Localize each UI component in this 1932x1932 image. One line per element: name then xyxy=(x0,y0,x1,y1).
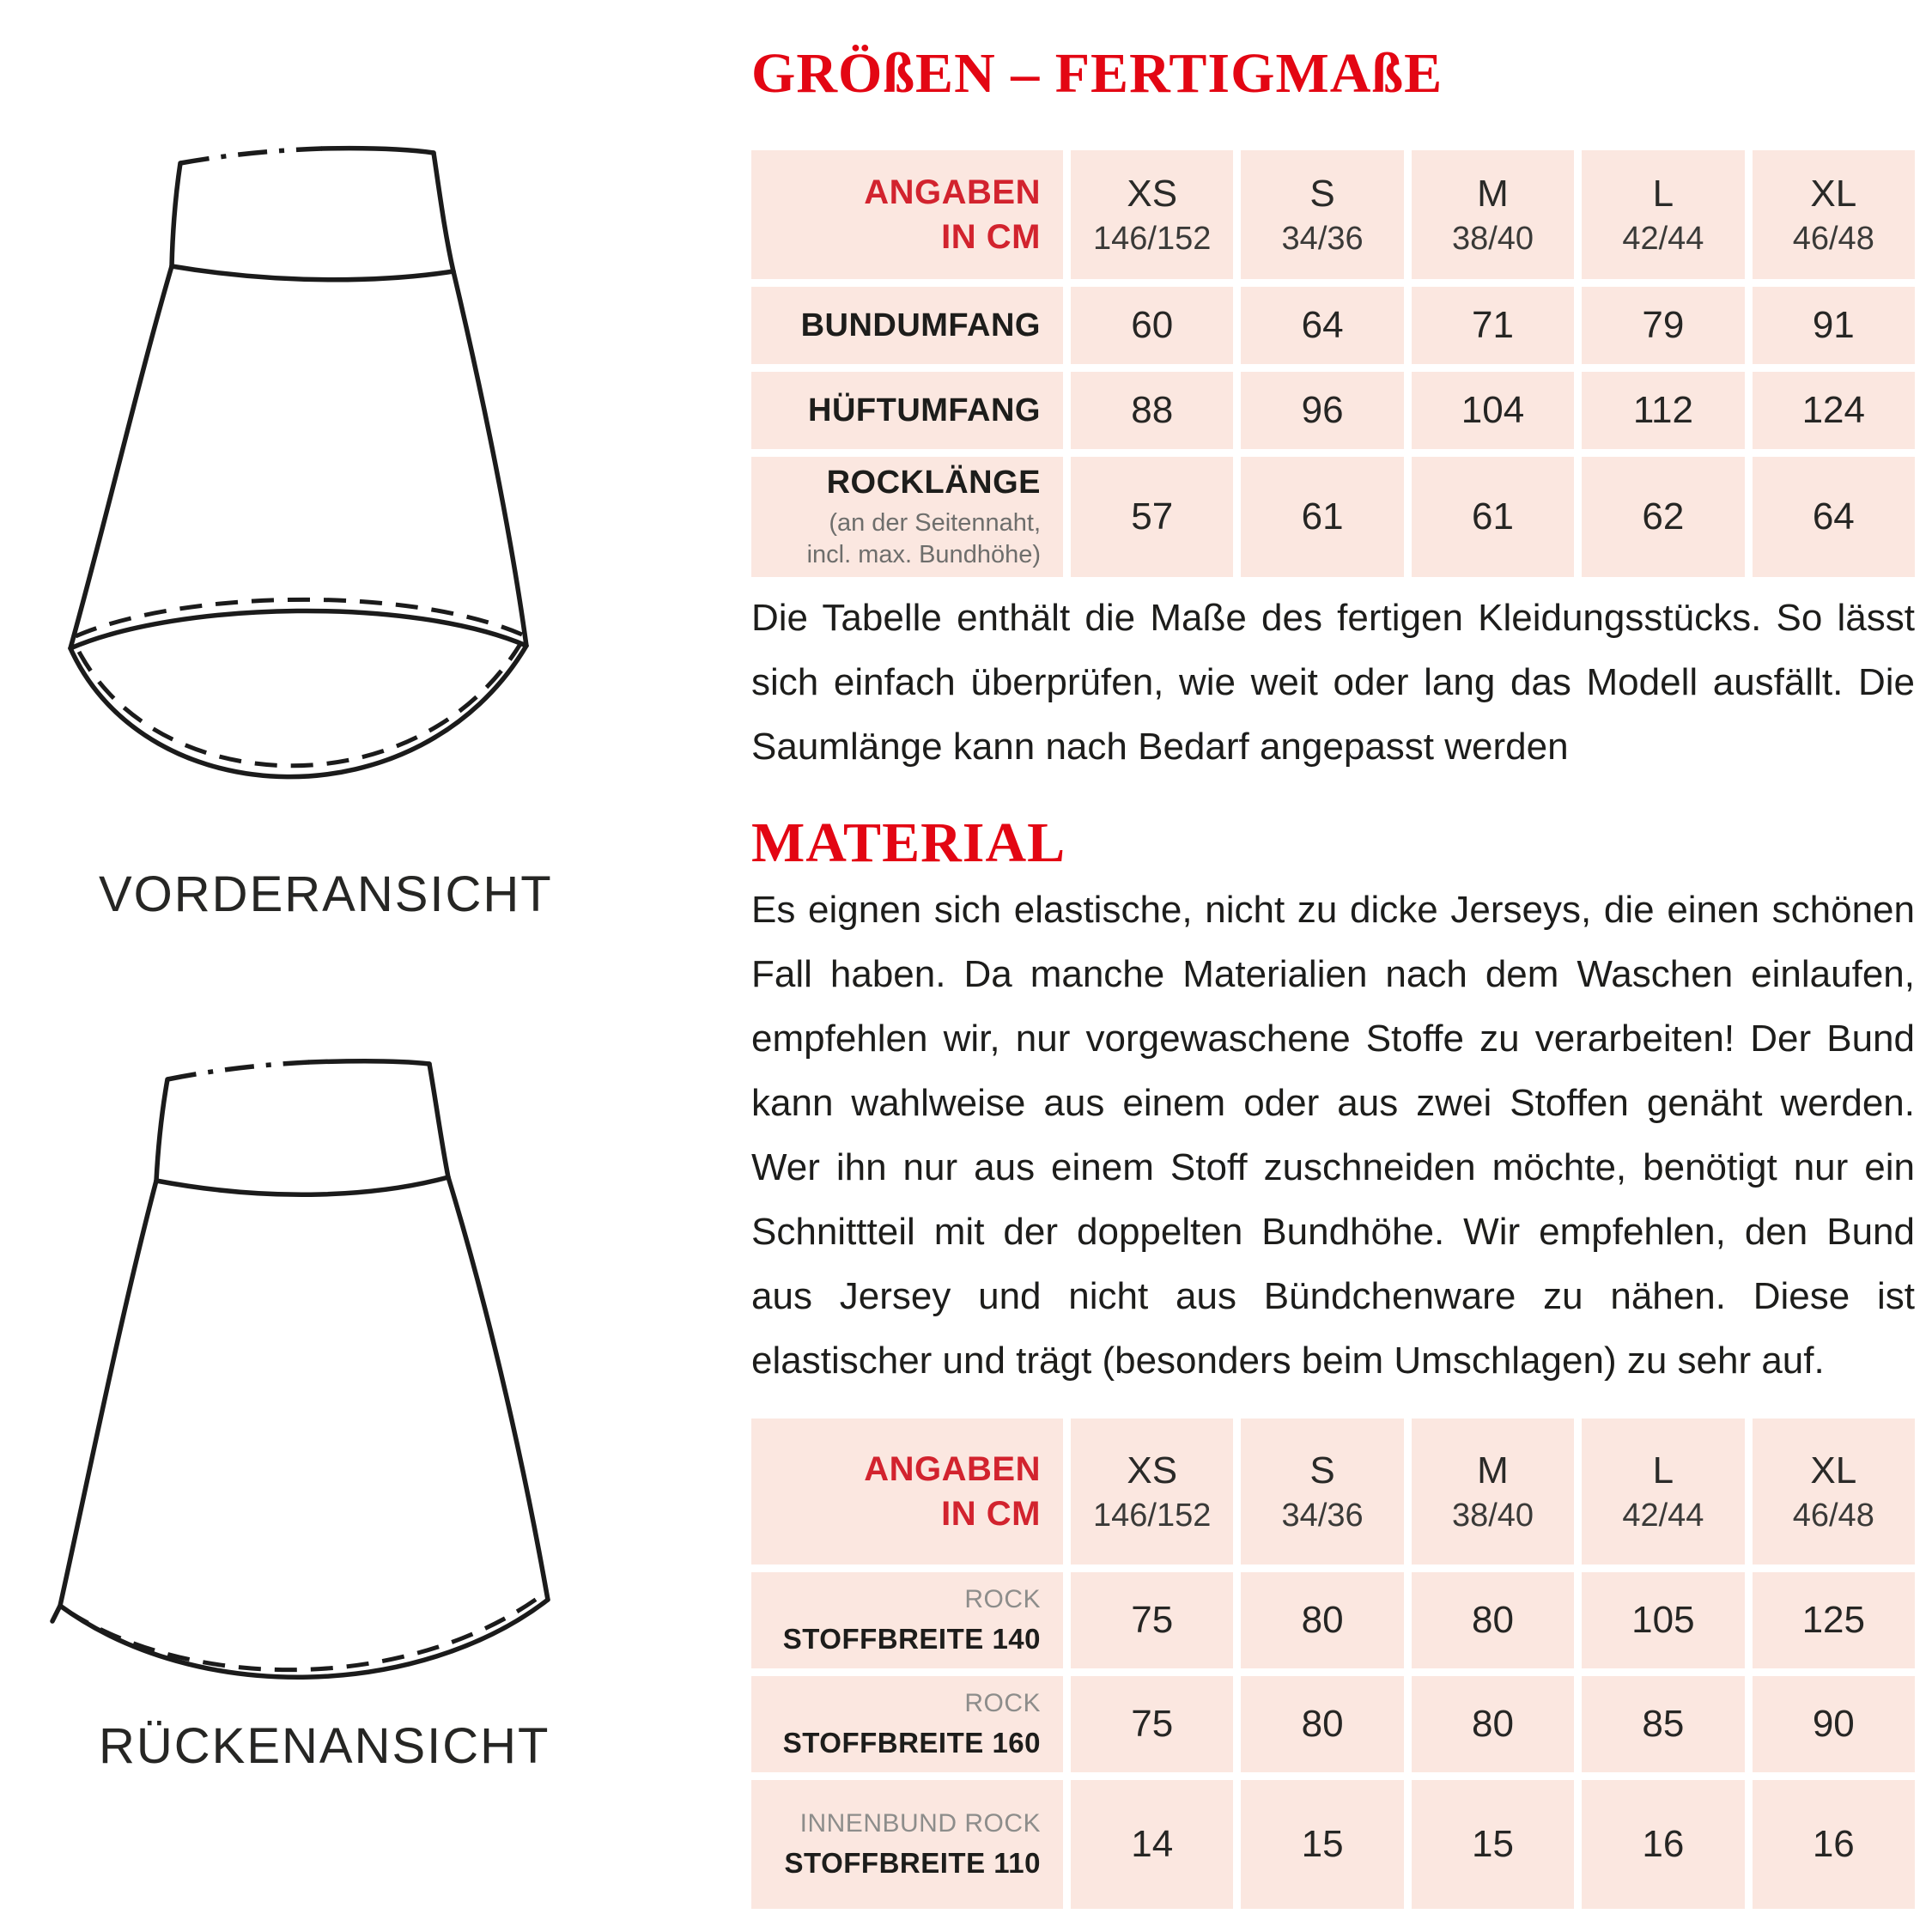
header-label-line1: ANGABEN xyxy=(864,173,1041,211)
table-cell xyxy=(1582,1676,1744,1772)
row-label-text: BUNDUMFANG xyxy=(800,307,1041,343)
cell-value: 80 xyxy=(1301,1703,1344,1745)
row-label-top: ROCK xyxy=(964,1689,1041,1717)
cell-value: 104 xyxy=(1461,389,1525,431)
row-label-text: HÜFTUMFANG xyxy=(808,392,1041,428)
sizes-table-col-s xyxy=(1241,150,1403,279)
table-cell xyxy=(1241,457,1403,577)
sizes-table xyxy=(751,150,1915,577)
row-label-bottom: STOFFBREITE 140 xyxy=(782,1623,1041,1655)
cell-value: 80 xyxy=(1472,1599,1514,1641)
cell-value: 105 xyxy=(1631,1599,1695,1641)
material-paragraph: Es eignen sich elastische, nicht zu dicke Jerseys, die einen schönen Fall haben. Da manche Materialien nach dem Waschen einlaufen, empfehlen wir, nur vorgewaschene Stoffe zu verarbeiten! Der Bund kann wahlweise aus einem oder aus zwei Stoffen genäht werden. Wer ihn nur aus einem Stoff zuschneiden möchte, benötigt nur ein Schnittteil mit der doppelten Bundhöhe. Wir empfehlen, den Bund aus Jersey und nicht aus Bündchenware zu nähen. Diese ist elastischer und trägt (besonders beim Umschlagen) zu sehr auf. xyxy=(751,889,1915,1382)
col-size: M xyxy=(1477,173,1509,215)
table-cell xyxy=(1582,457,1744,577)
cell-value: 80 xyxy=(1301,1599,1344,1641)
col-size: L xyxy=(1652,1449,1674,1492)
table-cell xyxy=(1241,1780,1403,1909)
table-cell xyxy=(1241,287,1403,364)
cell-value: 16 xyxy=(1812,1823,1855,1865)
skirt-front-view-drawing xyxy=(52,137,532,781)
table-cell xyxy=(1582,287,1744,364)
header-label-line2: IN CM xyxy=(941,1495,1041,1533)
table-cell xyxy=(1582,1780,1744,1909)
material-section-title: MATERIAL xyxy=(751,811,1066,874)
table-cell xyxy=(1753,1572,1915,1668)
sizes-table-header-label xyxy=(751,150,1063,279)
skirt-back-view-drawing xyxy=(34,1052,571,1704)
table-row-label xyxy=(751,287,1063,364)
table-cell xyxy=(1753,1780,1915,1909)
cell-value: 71 xyxy=(1472,304,1514,346)
cell-value: 124 xyxy=(1801,389,1865,431)
cell-value: 79 xyxy=(1642,304,1685,346)
material-table-col-l xyxy=(1582,1419,1744,1564)
cell-value: 88 xyxy=(1131,389,1174,431)
material-table xyxy=(751,1419,1915,1909)
table-cell xyxy=(1582,1572,1744,1668)
header-label-line2: IN CM xyxy=(941,218,1041,256)
cell-value: 57 xyxy=(1131,495,1174,538)
table-cell xyxy=(1241,1676,1403,1772)
sizes-table-col-xl xyxy=(1753,150,1915,279)
col-size: XS xyxy=(1127,1449,1178,1492)
cell-value: 62 xyxy=(1642,495,1685,538)
cell-value: 75 xyxy=(1131,1703,1174,1745)
table-cell xyxy=(1241,372,1403,449)
cell-value: 96 xyxy=(1301,389,1344,431)
col-size: S xyxy=(1309,1449,1335,1492)
table-row-label xyxy=(751,1676,1063,1772)
row-label-text: ROCKLÄNGE xyxy=(826,465,1041,501)
cell-value: 61 xyxy=(1301,495,1344,538)
cell-value: 85 xyxy=(1642,1703,1685,1745)
cell-value: 15 xyxy=(1472,1823,1514,1865)
table-cell xyxy=(1071,1780,1233,1909)
col-range: 42/44 xyxy=(1622,1498,1704,1534)
row-sublabel-text: (an der Seitennaht, xyxy=(829,509,1041,537)
row-label-bottom: STOFFBREITE 110 xyxy=(784,1847,1041,1879)
col-range: 34/36 xyxy=(1281,221,1364,257)
material-table-col-xs xyxy=(1071,1419,1233,1564)
cell-value: 16 xyxy=(1642,1823,1685,1865)
cell-value: 80 xyxy=(1472,1703,1514,1745)
col-range: 38/40 xyxy=(1451,1498,1534,1534)
col-range: 34/36 xyxy=(1281,1498,1364,1534)
table-row-label xyxy=(751,1780,1063,1909)
table-row-label xyxy=(751,372,1063,449)
cell-value: 125 xyxy=(1801,1599,1865,1641)
back-view-label: RÜCKENANSICHT xyxy=(99,1718,550,1774)
cell-value: 112 xyxy=(1632,389,1693,431)
table-cell xyxy=(1412,1572,1574,1668)
cell-value: 61 xyxy=(1472,495,1514,538)
front-view-label: VORDERANSICHT xyxy=(99,866,553,922)
table-cell xyxy=(1753,287,1915,364)
row-sublabel-text: incl. max. Bundhöhe) xyxy=(806,541,1041,568)
cell-value: 15 xyxy=(1301,1823,1344,1865)
col-size: XS xyxy=(1127,173,1178,215)
cell-value: 14 xyxy=(1131,1823,1174,1865)
table-cell xyxy=(1071,1572,1233,1668)
sizes-table-col-l xyxy=(1582,150,1744,279)
table-cell xyxy=(1412,1676,1574,1772)
sizes-paragraph: Die Tabelle enthält die Maße des fertigen Kleidungsstücks. So lässt sich einfach überprüfen, wie weit oder lang das Modell ausfällt. Die Saumlänge kann nach Bedarf angepasst werden xyxy=(751,597,1915,768)
col-range: 38/40 xyxy=(1451,221,1534,257)
row-label-top: ROCK xyxy=(964,1585,1041,1613)
cell-value: 60 xyxy=(1131,304,1174,346)
table-cell xyxy=(1412,1780,1574,1909)
table-cell xyxy=(1412,457,1574,577)
col-size: M xyxy=(1477,1449,1509,1492)
col-range: 146/152 xyxy=(1093,221,1212,257)
row-label-bottom: STOFFBREITE 160 xyxy=(782,1727,1041,1759)
table-cell xyxy=(1753,372,1915,449)
table-cell xyxy=(1412,372,1574,449)
header-label-line1: ANGABEN xyxy=(864,1450,1041,1488)
table-cell xyxy=(1241,1572,1403,1668)
row-label-top: INNENBUND ROCK xyxy=(799,1809,1041,1838)
col-size: L xyxy=(1652,173,1674,215)
table-cell xyxy=(1753,457,1915,577)
col-size: S xyxy=(1309,173,1335,215)
material-table-col-m xyxy=(1412,1419,1574,1564)
table-row-label xyxy=(751,1572,1063,1668)
col-size: XL xyxy=(1810,173,1857,215)
cell-value: 75 xyxy=(1131,1599,1174,1641)
col-size: XL xyxy=(1810,1449,1857,1492)
sizes-section-title: GRÖßEN – FERTIGMAßE xyxy=(751,42,1443,105)
sizes-table-col-xs xyxy=(1071,150,1233,279)
material-table-col-xl xyxy=(1753,1419,1915,1564)
cell-value: 64 xyxy=(1812,495,1855,538)
table-cell xyxy=(1071,1676,1233,1772)
table-cell xyxy=(1071,287,1233,364)
cell-value: 90 xyxy=(1812,1703,1855,1745)
table-cell xyxy=(1582,372,1744,449)
col-range: 46/48 xyxy=(1792,221,1874,257)
col-range: 46/48 xyxy=(1792,1498,1874,1534)
table-cell xyxy=(1753,1676,1915,1772)
table-cell xyxy=(1412,287,1574,364)
sizes-table-col-m xyxy=(1412,150,1574,279)
table-cell xyxy=(1071,372,1233,449)
material-table-header-label xyxy=(751,1419,1063,1564)
table-cell xyxy=(1071,457,1233,577)
col-range: 146/152 xyxy=(1093,1498,1212,1534)
material-table-col-s xyxy=(1241,1419,1403,1564)
cell-value: 91 xyxy=(1812,304,1855,346)
cell-value: 64 xyxy=(1301,304,1344,346)
col-range: 42/44 xyxy=(1622,221,1704,257)
table-row-label xyxy=(751,457,1063,577)
